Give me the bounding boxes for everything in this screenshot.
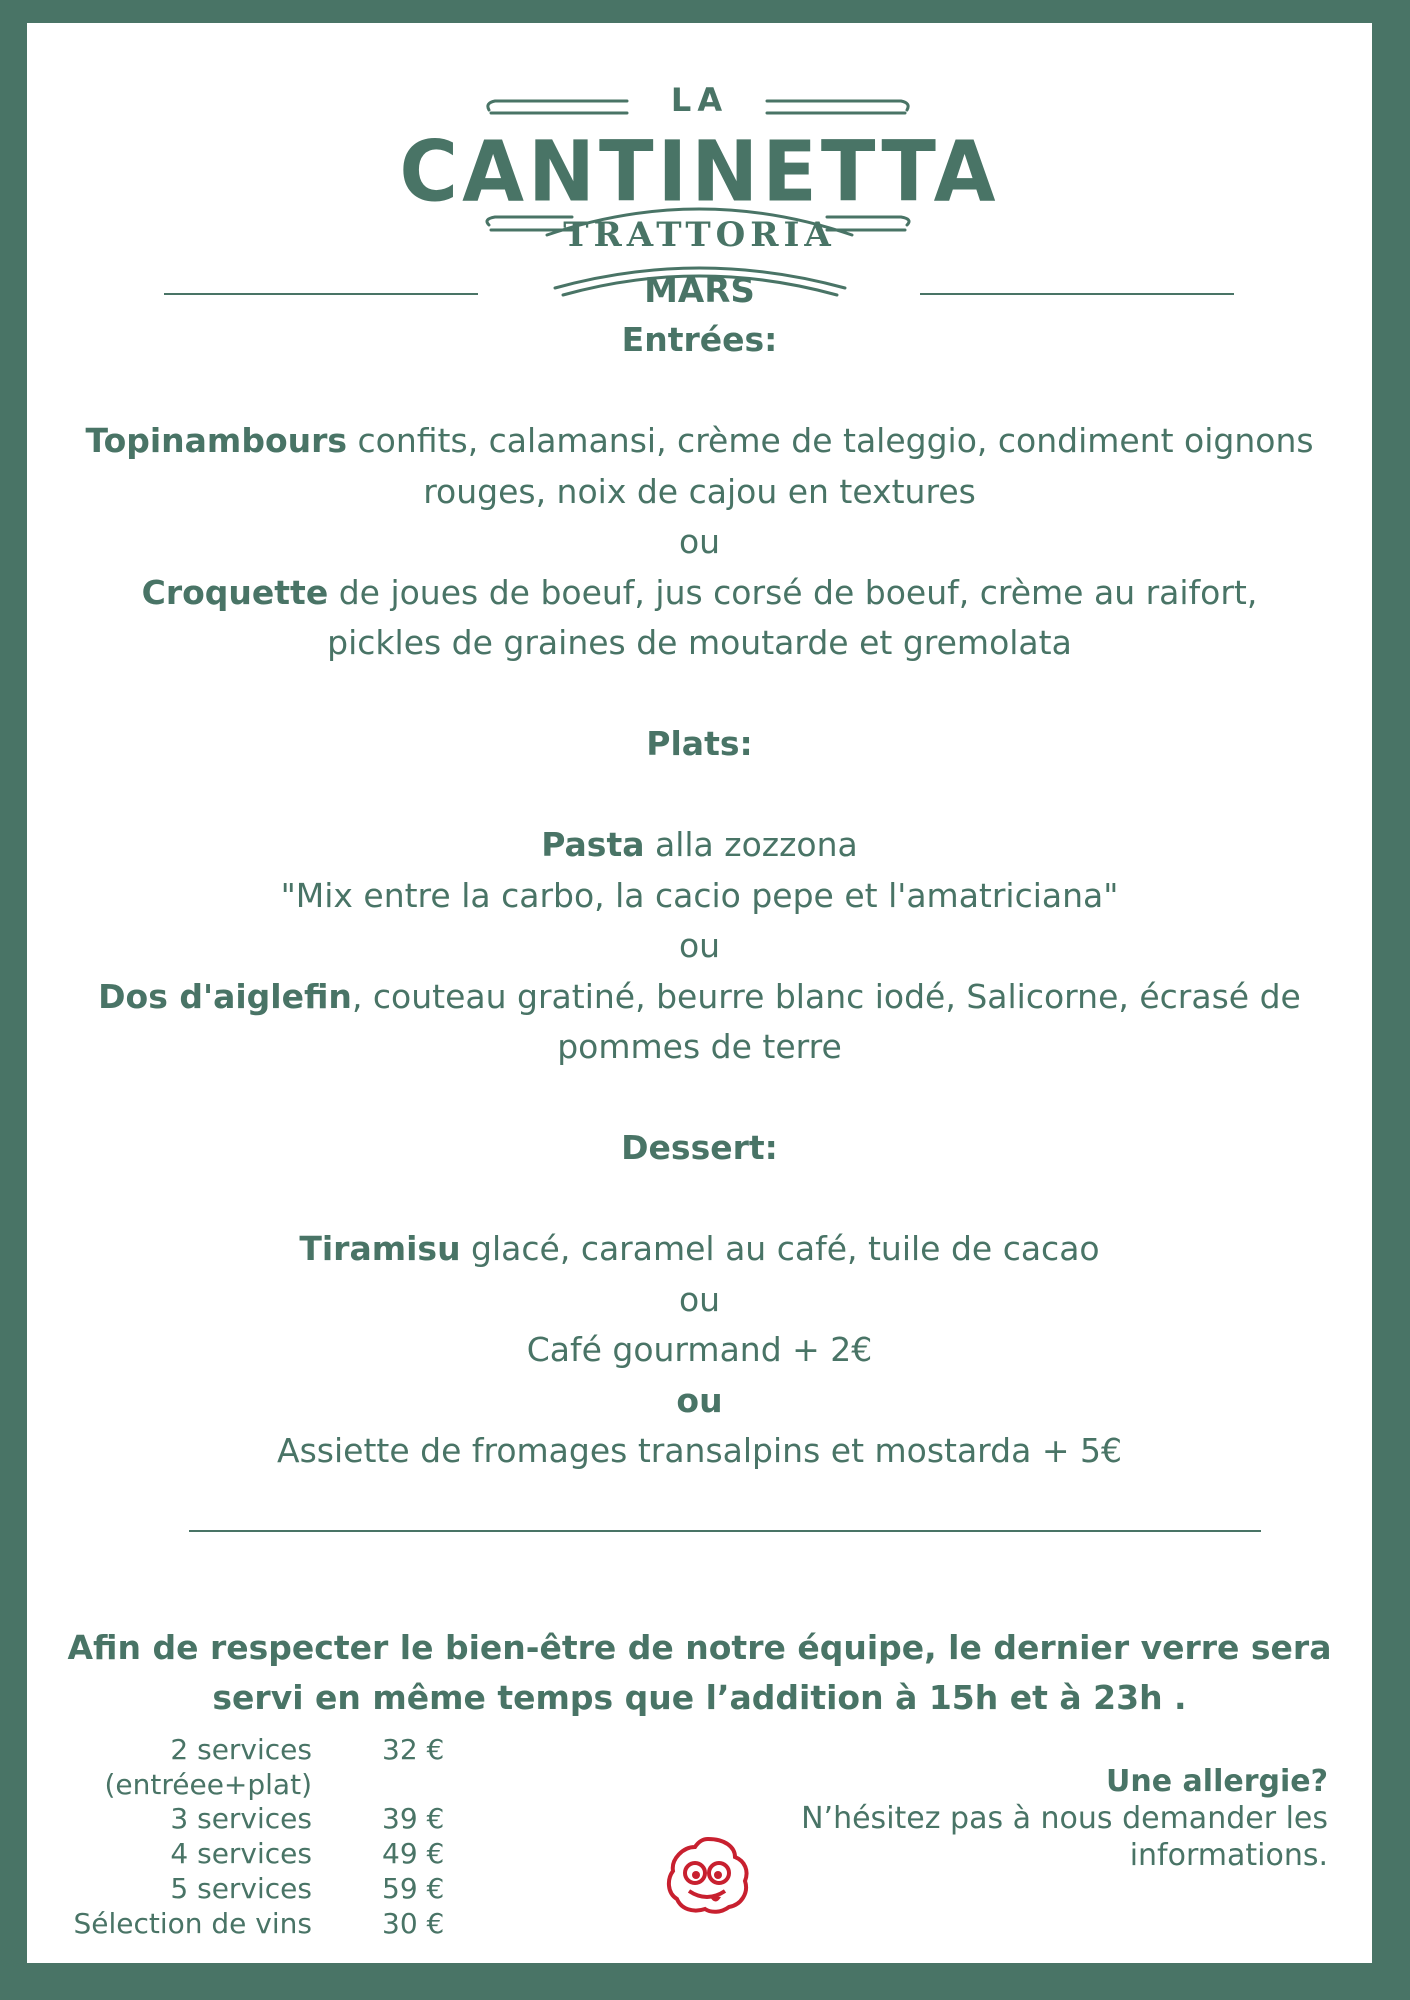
- logo-name: CANTINETTA: [399, 122, 1000, 221]
- price-label: 4 services: [170, 1837, 312, 1870]
- dessert-item-1: Tiramisu glacé, caramel au café, tuile de cacao: [299, 1229, 1100, 1268]
- plat-item-2: Dos d'aiglefin, couteau gratiné, beurre blanc iodé, Salicorne, écrasé de: [98, 976, 1301, 1016]
- section-title-dessert: Dessert:: [621, 1128, 778, 1167]
- price-value: 49 €: [382, 1837, 445, 1870]
- price-value: 30 €: [382, 1907, 445, 1940]
- entree-item-1-name: Topinambours: [85, 421, 348, 460]
- restaurant-logo: [27, 73, 1372, 303]
- plat-item-2-name: Dos d'aiglefin: [98, 976, 352, 1016]
- logo-la: LA: [670, 81, 729, 119]
- dessert-or-1: ou: [678, 1279, 721, 1319]
- plat-or: ou: [678, 926, 721, 965]
- dessert-item-2: Café gourmand + 2€: [526, 1330, 873, 1369]
- allergy-title: Une allergie?: [1106, 1764, 1328, 1799]
- dessert-or-2: ou: [676, 1380, 723, 1420]
- price-label: 3 services: [170, 1802, 312, 1835]
- price-label: Sélection de vins: [73, 1907, 312, 1940]
- price-label: (entréee+plat): [104, 1768, 312, 1801]
- allergy-info: [801, 1763, 1328, 1874]
- menu-content: [27, 315, 1372, 1477]
- entree-or: ou: [678, 522, 721, 561]
- price-label: 2 services: [170, 1733, 312, 1766]
- month-title: MARS: [644, 271, 755, 311]
- entree-item-2-name: Croquette: [141, 572, 329, 612]
- footer-divider: [189, 1530, 1261, 1532]
- entree-item-2: Croquette de joues de boeuf, jus corsé de boeuf, crème au raifort,: [141, 572, 1258, 612]
- plat-item-2-line2: pommes de terre: [557, 1027, 842, 1066]
- section-title-plats: Plats:: [646, 724, 753, 763]
- dessert-item-3: Assiette de fromages transalpins et mostarda + 5€: [277, 1431, 1122, 1470]
- price-value: 39 €: [382, 1802, 445, 1835]
- entree-item-1-line2: rouges, noix de cajou en textures: [423, 471, 976, 511]
- entree-item-1: Topinambours confits, calamansi, crème de taleggio, condiment oignons: [85, 421, 1314, 460]
- notice-line-2: servi en même temps que l’addition à 15h et à 23h .: [212, 1678, 1187, 1717]
- notice-line-1: Afin de respecter le bien-être de notre équipe, le dernier verre sera: [67, 1628, 1332, 1667]
- allergy-line-2: informations.: [1129, 1838, 1328, 1873]
- menu-sheet: [27, 23, 1372, 1963]
- price-value: 59 €: [382, 1872, 445, 1905]
- last-drink-notice: [67, 1623, 1332, 1723]
- price-label: 5 services: [170, 1872, 312, 1905]
- allergy-line-1: N’hésitez pas à nous demander les: [801, 1801, 1328, 1836]
- entree-item-2-line2: pickles de graines de moutarde et gremolata: [327, 623, 1072, 662]
- section-title-entrees: Entrées:: [621, 320, 778, 359]
- plat-item-1-name: Pasta: [541, 825, 645, 864]
- price-value: 32 €: [382, 1733, 445, 1766]
- plat-item-1-line2: "Mix entre la carbo, la cacio pepe et l'amatriciana": [280, 875, 1119, 915]
- michelin-bib-icon: [663, 1833, 753, 1917]
- dessert-item-1-name: Tiramisu: [299, 1229, 461, 1268]
- logo-sub: TRATTORIA: [563, 215, 836, 255]
- plat-item-1: Pasta alla zozzona: [541, 825, 858, 864]
